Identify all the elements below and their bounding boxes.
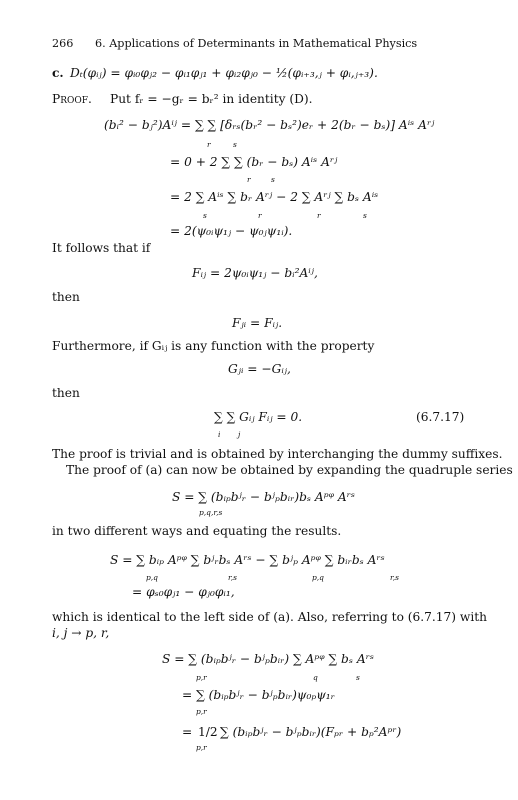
sum-index: i bbox=[218, 430, 221, 439]
eq-s-def: S = ∑ (bᵢₚbʲᵣ − bʲₚbᵢᵣ)bₛ Aᵖᵠ Aʳˢ bbox=[172, 490, 355, 504]
page-number: 266 bbox=[52, 37, 74, 50]
text-then: then bbox=[52, 290, 80, 304]
sum-index: p,r bbox=[196, 673, 207, 682]
sum-index: r bbox=[258, 211, 262, 220]
eq-g-anti: Gⱼᵢ = −Gᵢⱼ, bbox=[228, 362, 291, 376]
sum-index: p,q,r,s bbox=[199, 508, 223, 517]
text-follows: It follows that if bbox=[52, 241, 151, 255]
running-title: 6. Applications of Determinants in Mathematical Physics bbox=[95, 37, 418, 50]
eq-s-alt-1: S = ∑ (bᵢₚbʲᵣ − bʲₚbᵢᵣ) ∑ Aᵖᵠ ∑ bₛ Aʳˢ bbox=[162, 652, 374, 666]
sum-index: r bbox=[207, 140, 211, 149]
eq-f-sym: Fⱼᵢ = Fᵢⱼ. bbox=[232, 316, 283, 330]
item-formula: Dₜ(φᵢⱼ) = φᵢ₀φⱼ₂ − φᵢ₁φⱼ₁ + φᵢ₂φⱼ₀ − ½(φᵢ₊₃,ⱼ + φᵢ,ⱼ₊₃). bbox=[70, 66, 378, 80]
sum-index: q bbox=[313, 673, 318, 682]
proof-label: Proof. bbox=[52, 92, 92, 106]
sum-index: p,q bbox=[146, 573, 158, 582]
eq-sum-zero: ∑ ∑ Gᵢⱼ Fᵢⱼ = 0. bbox=[214, 410, 303, 424]
sum-index: s bbox=[203, 211, 207, 220]
eq-s-exp-1: S = ∑ bᵢₚ Aᵖᵠ ∑ bʲᵣbₛ Aʳˢ − ∑ bʲₚ Aᵖᵠ ∑ bᵢᵣbₛ Aʳˢ bbox=[110, 553, 385, 567]
sum-index: p,r bbox=[196, 707, 207, 716]
eq-s-alt-2: = ∑ (bᵢₚbʲᵣ − bʲₚbᵢᵣ)ψ₀ₚψ₁ᵣ bbox=[182, 688, 335, 702]
sum-index: r bbox=[247, 175, 251, 184]
text-then: then bbox=[52, 386, 80, 400]
eq-f-def: Fᵢⱼ = 2ψ₀ᵢψ₁ⱼ − bᵢ²Aⁱʲ, bbox=[192, 266, 318, 280]
proof-line-2: = 0 + 2 ∑ ∑ (bᵣ − bₛ) Aⁱˢ Aʳʲ bbox=[170, 155, 338, 169]
eq-s-alt-3-lead: = bbox=[182, 725, 193, 739]
sum-index: r,s bbox=[228, 573, 237, 582]
text-ij-pr: i, j → p, r, bbox=[52, 626, 110, 640]
fraction-one-half: 1/2 bbox=[198, 725, 218, 739]
proof-text: Put fᵣ = −gᵣ = bᵣ² in identity (D). bbox=[110, 92, 313, 106]
item-label: c. bbox=[52, 66, 64, 80]
sum-index: p,r bbox=[196, 743, 207, 752]
sum-index: p,q bbox=[312, 573, 324, 582]
text-proof-a: The proof of (a) can now be obtained by expanding the quadruple series bbox=[66, 463, 513, 477]
sum-index: j bbox=[238, 430, 241, 439]
text-trivial: The proof is trivial and is obtained by interchanging the dummy suffixes. bbox=[52, 447, 503, 461]
sum-index: s bbox=[356, 673, 360, 682]
text-furthermore: Furthermore, if Gᵢⱼ is any function with the property bbox=[52, 339, 375, 353]
text-two-ways: in two different ways and equating the results. bbox=[52, 524, 342, 538]
sum-index: r,s bbox=[390, 573, 399, 582]
sum-index: s bbox=[271, 175, 275, 184]
equation-number: (6.7.17) bbox=[416, 410, 465, 424]
sum-index: s bbox=[233, 140, 237, 149]
eq-s-exp-2: = φₛ₀φⱼ₁ − φⱼ₀φᵢ₁, bbox=[132, 585, 235, 599]
text-identical: which is identical to the left side of (a). Also, referring to (6.7.17) with bbox=[52, 610, 488, 624]
proof-line-1: (bᵢ² − bⱼ²)Aⁱʲ = ∑ ∑ [δᵣₛ(bᵣ² − bₛ²)eᵣ + 2(bᵣ − bₛ)] Aⁱˢ Aʳʲ bbox=[104, 118, 435, 132]
proof-line-3: = 2 ∑ Aⁱˢ ∑ bᵣ Aʳʲ − 2 ∑ Aʳʲ ∑ bₛ Aⁱˢ bbox=[170, 190, 379, 204]
sum-index: s bbox=[363, 211, 367, 220]
eq-s-alt-3: ∑ (bᵢₚbʲᵣ − bʲₚbᵢᵣ)(Fₚᵣ + bₚ²Aᵖʳ) bbox=[220, 725, 402, 739]
sum-index: r bbox=[317, 211, 321, 220]
proof-line-4: = 2(ψ₀ᵢψ₁ⱼ − ψ₀ⱼψ₁ᵢ). bbox=[170, 224, 293, 238]
